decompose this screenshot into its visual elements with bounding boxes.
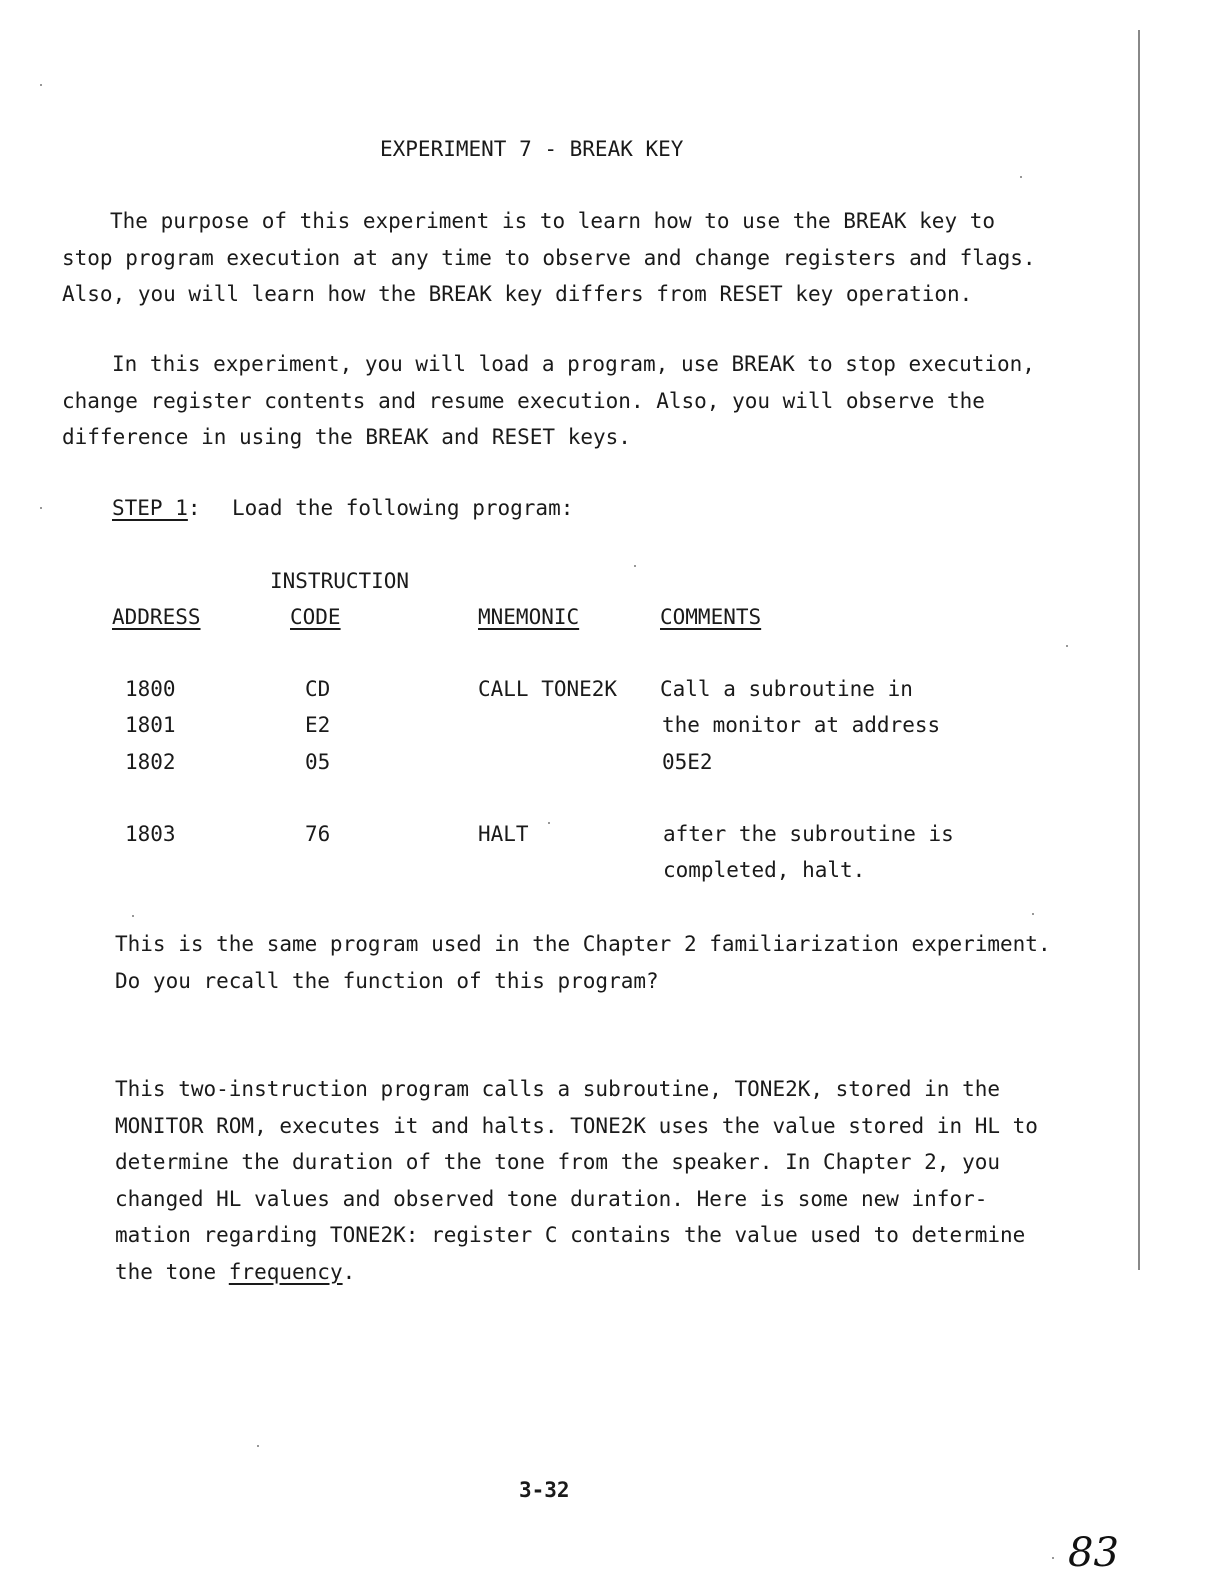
scan-speck [132, 915, 134, 917]
cell-address: 1802 [125, 750, 176, 774]
scan-speck [1052, 1557, 1054, 1559]
handwritten-page-number: 83 [1068, 1530, 1119, 1576]
paragraph-explanation [115, 1071, 1038, 1290]
header-mnemonic: MNEMONIC [478, 605, 580, 629]
scan-speck [634, 565, 636, 567]
cell-code: 76 [305, 822, 331, 846]
text-line: Also, you will learn how the BREAK key differs from RESET key operation. [62, 282, 973, 306]
scan-speck [40, 84, 42, 86]
cell-code: CD [305, 677, 331, 701]
cell-address: 1803 [125, 822, 176, 846]
text-line: changed HL values and observed tone duration. Here is some new infor- [115, 1186, 988, 1211]
scan-speck [1032, 913, 1034, 915]
scan-speck [40, 507, 42, 509]
scan-speck [1066, 645, 1068, 647]
scan-speck [548, 822, 550, 824]
text-line: This two-instruction program calls a subroutine, TONE2K, stored in the [115, 1077, 1001, 1101]
text-line: This is the same program used in the Chapter 2 familiarization experiment. [115, 932, 1051, 956]
text-line-last [115, 1254, 1015, 1291]
text-line: determine the duration of the tone from the speaker. In Chapter 2, you [115, 1150, 1001, 1174]
header-comments: COMMENTS [660, 605, 762, 629]
cell-code: 05 [305, 750, 331, 774]
header-address: ADDRESS [112, 605, 201, 629]
text-line: The purpose of this experiment is to learn how to use the BREAK key to [110, 209, 996, 233]
cell-comment: after the subroutine is [663, 822, 954, 846]
text-fragment: . [342, 1259, 356, 1284]
text-line: In this experiment, you will load a program, use BREAK to stop execution, [112, 352, 1035, 376]
cell-code: E2 [305, 713, 331, 737]
header-instruction: INSTRUCTION [270, 569, 410, 593]
text-line: stop program execution at any time to observe and change registers and flags. [62, 245, 1036, 270]
paragraph-overview [62, 346, 1035, 456]
text-fragment: the tone [115, 1259, 229, 1284]
page-title: EXPERIMENT 7 - BREAK KEY [380, 137, 684, 161]
scan-speck [257, 1445, 259, 1447]
cell-comment: 05E2 [662, 750, 713, 774]
cell-address: 1800 [125, 677, 176, 701]
step-label: STEP 1 [112, 496, 188, 520]
cell-address: 1801 [125, 713, 176, 737]
cell-comment: the monitor at address [662, 713, 941, 737]
page-number: 3-32 [519, 1478, 570, 1502]
text-line: difference in using the BREAK and RESET keys. [62, 425, 631, 449]
margin-rule [1138, 30, 1140, 1270]
cell-mnemonic: HALT [478, 822, 529, 846]
underlined-word: frequency [228, 1259, 343, 1284]
header-code: CODE [290, 605, 341, 629]
text-line: Do you recall the function of this program? [115, 968, 659, 993]
cell-comment: Call a subroutine in [660, 677, 913, 701]
text-line: mation regarding TONE2K: register C contains the value used to determine [115, 1223, 1026, 1247]
text-line: MONITOR ROM, executes it and halts. TONE2K uses the value stored in HL to [115, 1113, 1038, 1138]
step-colon: : [187, 496, 201, 520]
step-text: Load the following program: [232, 496, 574, 520]
scan-speck [1020, 176, 1022, 178]
text-line: change register contents and resume execution. Also, you will observe the [62, 388, 985, 413]
cell-comment: completed, halt. [663, 858, 866, 882]
step-1 [112, 496, 201, 520]
cell-mnemonic: CALL TONE2K [478, 677, 618, 701]
paragraph-question [115, 926, 1051, 999]
paragraph-purpose [62, 203, 1036, 313]
